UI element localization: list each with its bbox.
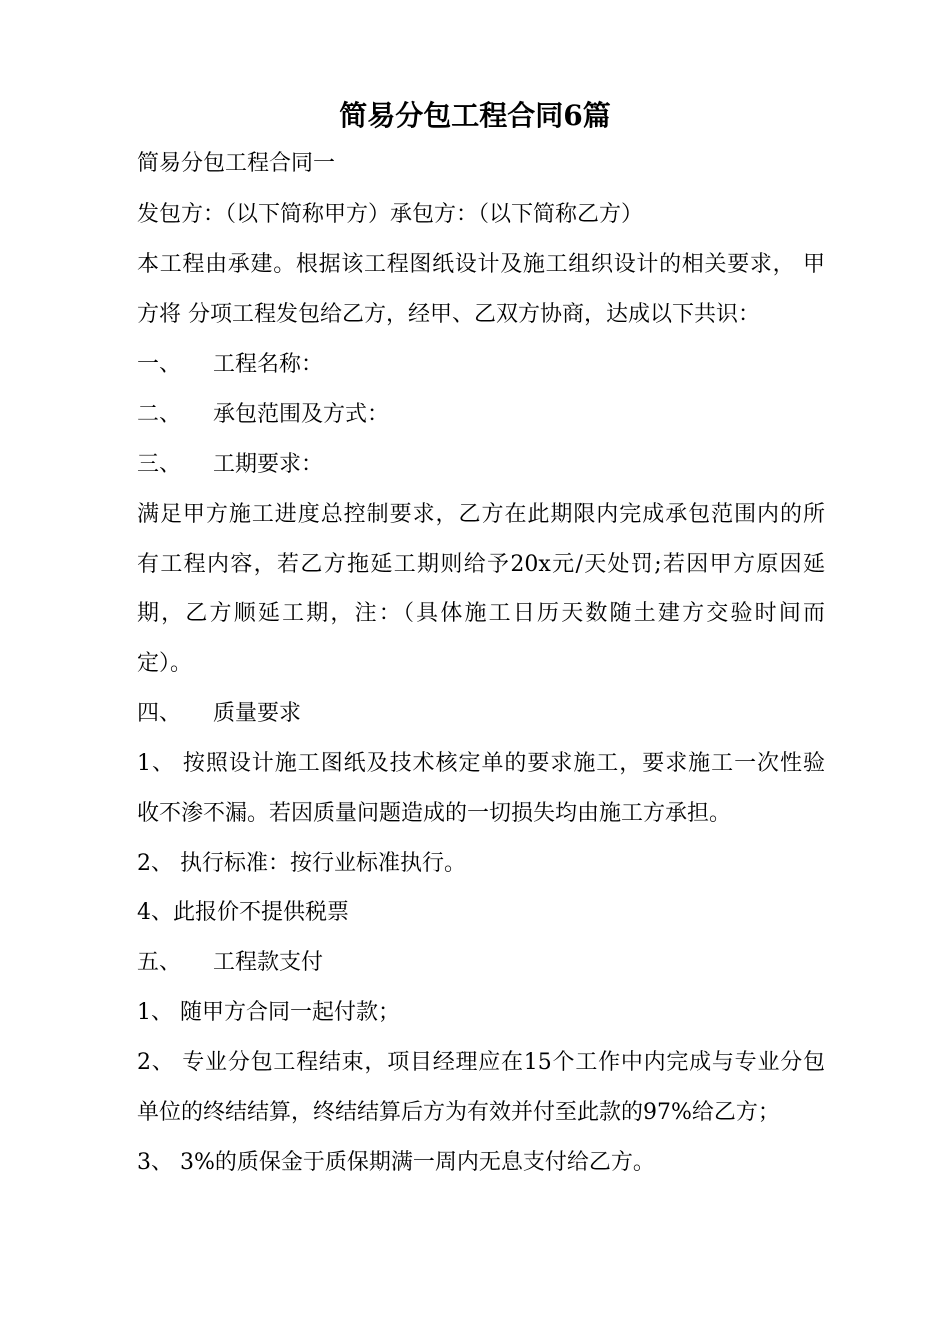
- section-heading-4: [137, 698, 301, 730]
- section-number: 五、: [137, 950, 182, 975]
- parties-line: 发包方：（以下简称甲方）承包方：（以下简称乙方）: [137, 202, 644, 227]
- section-number: 二、: [137, 402, 182, 427]
- section-heading-1: [137, 349, 323, 381]
- section-number: 三、: [137, 452, 182, 477]
- quality-item-4: 4、此报价不提供税票: [137, 900, 349, 925]
- period-line-2: 有工程内容，若乙方拖延工期则给予20x元/天处罚;若因甲方原因延: [137, 552, 825, 577]
- payment-item-2-line-2: 单位的终结结算，终结结算后方为有效并付至此款的97%给乙方；: [137, 1100, 780, 1125]
- section-title: 工期要求：: [213, 452, 324, 477]
- section-title: 质量要求: [213, 701, 302, 726]
- quality-item-1-line-2: 收不渗不漏。若因质量问题造成的一切损失均由施工方承担。: [137, 801, 732, 826]
- period-line-4: 定）。: [137, 651, 193, 676]
- section-heading-3: [137, 449, 323, 481]
- intro-line-2: 方将 分项工程发包给乙方，经甲、乙双方协商，达成以下共识：: [137, 302, 760, 327]
- quality-item-1-line-1: 1、 按照设计施工图纸及技术核定单的要求施工，要求施工一次性验: [137, 751, 825, 776]
- contract-subtitle: 简易分包工程合同一: [137, 151, 336, 176]
- period-line-3: 期，乙方顺延工期，注：（具体施工日历天数随土建方交验时间而: [137, 601, 825, 626]
- payment-item-1: 1、 随甲方合同一起付款；: [137, 1000, 400, 1025]
- section-title: 工程名称：: [213, 352, 324, 377]
- section-heading-5: [137, 947, 323, 979]
- period-line-1: 满足甲方施工进度总控制要求，乙方在此期限内完成承包范围内的所: [137, 502, 825, 527]
- document-title: 简易分包工程合同6篇: [339, 99, 611, 132]
- section-title: 承包范围及方式：: [213, 402, 390, 427]
- section-number: 四、: [137, 701, 182, 726]
- payment-item-3: 3、 3%的质保金于质保期满一周内无息支付给乙方。: [137, 1150, 655, 1175]
- quality-item-2: 2、 执行标准：按行业标准执行。: [137, 851, 466, 876]
- section-title: 工程款支付: [213, 950, 324, 975]
- section-number: 一、: [137, 352, 182, 377]
- intro-line-1: 本工程由承建。根据该工程图纸设计及施工组织设计的相关要求， 甲: [137, 252, 825, 277]
- payment-item-2-line-1: 2、 专业分包工程结束，项目经理应在15个工作中内完成与专业分包: [137, 1050, 825, 1075]
- section-heading-2: [137, 399, 389, 431]
